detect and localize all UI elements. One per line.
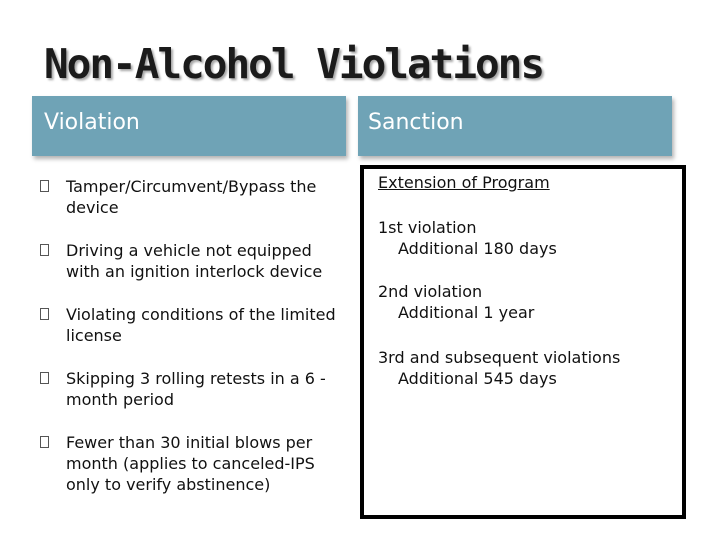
violation-list [40, 176, 340, 517]
square-bullet-icon [40, 180, 49, 192]
sanction-item-detail: Additional 180 days [398, 239, 557, 258]
violation-text: Skipping 3 rolling retests in a 6 -month period [66, 369, 326, 409]
sanction-item [378, 347, 620, 389]
sanction-item [378, 217, 557, 259]
violation-item [40, 240, 340, 282]
sanction-item-detail: Additional 545 days [398, 369, 557, 388]
violation-item [40, 304, 340, 346]
violation-header [32, 96, 346, 156]
sanction-header [358, 96, 672, 156]
square-bullet-icon [40, 308, 49, 320]
sanction-item [378, 281, 534, 323]
violation-text: Fewer than 30 initial blows per month (applies to canceled-IPS only to verify abstinence) [66, 433, 315, 494]
square-bullet-icon [40, 372, 49, 384]
violation-text: Driving a vehicle not equipped with an ignition interlock device [66, 241, 323, 281]
sanction-item-detail: Additional 1 year [398, 303, 535, 322]
sanction-item-label: 2nd violation [378, 282, 483, 301]
page-title: Non-Alcohol Violations [44, 40, 544, 88]
violation-item [40, 432, 340, 495]
violation-item [40, 176, 340, 218]
square-bullet-icon [40, 244, 49, 256]
sanction-item-label: 1st violation [378, 218, 477, 237]
square-bullet-icon [40, 436, 49, 448]
sanction-box [360, 165, 686, 519]
sanction-heading: Extension of Program [378, 173, 550, 192]
sanction-header-label: Sanction [368, 110, 464, 135]
violation-item [40, 368, 340, 410]
violation-text: Violating conditions of the limited license [66, 305, 336, 345]
violation-text: Tamper/Circumvent/Bypass the device [66, 177, 317, 217]
sanction-item-label: 3rd and subsequent violations [378, 348, 621, 367]
violation-header-label: Violation [44, 110, 140, 135]
